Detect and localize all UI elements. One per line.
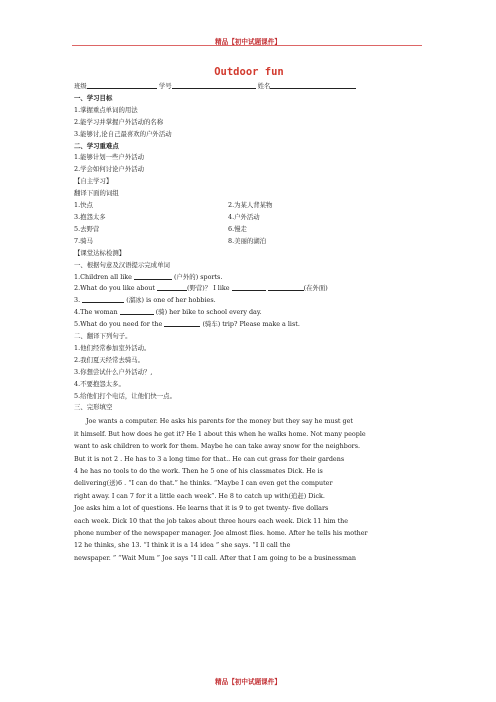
fill-question-1 xyxy=(74,272,424,284)
keypoint-item: 2.学会如何讨论户外活动 xyxy=(74,165,145,174)
fill-question-3 xyxy=(74,295,424,307)
header-rule xyxy=(72,45,422,46)
phrase-row xyxy=(74,212,424,224)
question-text: (野营)？ I like xyxy=(187,284,230,293)
question-text: 5.What do you need for the xyxy=(74,320,163,329)
phrase-item: 4.户外活动 xyxy=(228,212,260,221)
goal-item: 1.掌握重点单词的用法 xyxy=(74,105,138,114)
phrase-item: 3.抱怨太多 xyxy=(74,212,106,221)
translate-sentence: 3.你想尝试什么户外活动？, xyxy=(74,367,153,376)
answer-blank[interactable] xyxy=(134,272,172,280)
header-banner-top: 精品【初中试题课件】 xyxy=(215,38,281,46)
fill-question-2 xyxy=(74,283,424,295)
translate-sentence: 2.我们夏天经常去骑马。 xyxy=(74,355,145,364)
fill-question-5 xyxy=(74,319,424,331)
question-text: (在外面) xyxy=(303,284,328,293)
passage-line: right away. I can 7 for it a little each week”. He 8 to catch up with(追赶) Dick. xyxy=(74,491,325,500)
answer-blank[interactable] xyxy=(232,283,266,291)
passage-line: But it is not 2 . He has to 3 a long time for that.. He can cut grass for their gardens xyxy=(74,454,345,463)
passage-line: 4 he has no tools to do the work. Then he 5 one of his classmates Dick. He is xyxy=(74,467,323,475)
translate-sentence: 4.不要抱怨太多。 xyxy=(74,379,125,388)
translate-sentence: 1.他们经常参加室外活动。 xyxy=(74,343,151,352)
translate-heading: 翻译下面的词组 xyxy=(74,189,119,198)
passage-line: Joe wants a computer. He asks his parents for the money but they say he must get xyxy=(86,417,353,426)
passage-line: want to ask children to work for them. Maybe he can take away snow for the neighbors. xyxy=(74,442,361,451)
answer-blank[interactable] xyxy=(120,307,154,315)
phrase-row xyxy=(74,200,424,212)
phrase-row xyxy=(74,236,424,248)
cloze-passage xyxy=(74,415,424,564)
question-text: 3. xyxy=(74,296,81,305)
answer-blank[interactable] xyxy=(164,319,200,327)
passage-line: delivering(送)6 . “I can do that.” he thinks. “Maybe I can even get the computer xyxy=(74,479,333,488)
classroom-check-heading: 【课堂达标检测】 xyxy=(74,248,126,257)
passage-line: phone number of the newspaper manager. Joe almost flies. home. After he tells his mother xyxy=(74,529,368,538)
answer-blank[interactable] xyxy=(268,283,304,291)
question-text: 1.Children all like xyxy=(74,272,132,281)
class-field[interactable] xyxy=(87,81,157,89)
page-title: Outdoor fun xyxy=(214,66,284,78)
passage-line: 12 he thinks, she 13. “I think it is a 14 idea ” she says. “I ll call the xyxy=(74,541,291,550)
student-info-row xyxy=(74,81,424,93)
phrase-row xyxy=(74,224,424,236)
footer-banner: 精品【初中试题课件】 xyxy=(215,678,281,686)
goal-item: 2.能学习并掌握户外活动的名称 xyxy=(74,117,164,126)
question-text: (骑) her bike to school every day. xyxy=(155,308,262,317)
name-field[interactable] xyxy=(270,81,356,89)
part1-heading: 一、根据句意及汉语提示完成单词 xyxy=(74,260,170,269)
number-label: 学号 xyxy=(158,82,172,90)
phrase-item: 8.美丽的湖泊 xyxy=(228,236,267,245)
phrase-item: 1.快点 xyxy=(74,201,93,210)
passage-line: it himself. But how does he get it? He 1 about this when he walks home. Not many people xyxy=(74,429,366,438)
passage-line: newspaper. ” “Wait Mum ” Joe says “I ll call. After that I am going to be a businessman xyxy=(74,553,357,562)
number-field[interactable] xyxy=(172,81,256,89)
question-text: (溜冰) is one of her hobbies. xyxy=(126,296,216,305)
worksheet xyxy=(74,66,424,564)
keypoint-item: 1.能够计划一些户外活动 xyxy=(74,153,145,162)
phrase-item: 5.去野营 xyxy=(74,224,100,233)
translate-sentence: 5.给他们打个电话，让他们快一点。 xyxy=(74,391,176,400)
passage-line: Joe asks him a lot of questions. He learns that it is 9 to get twenty- five dollars xyxy=(74,504,329,513)
fill-question-4 xyxy=(74,307,424,319)
section-heading-goals: 一、学习目标 xyxy=(74,93,113,102)
answer-blank[interactable] xyxy=(157,283,187,291)
section-heading-keypoints: 二、学习重难点 xyxy=(74,141,119,150)
question-text: 2.What do you like about xyxy=(74,284,155,293)
class-label: 班级 xyxy=(74,82,87,90)
self-study-heading: 【自主学习】 xyxy=(74,177,113,186)
question-text: 4.The woman xyxy=(74,308,118,317)
name-label: 姓名 xyxy=(257,82,271,90)
phrase-item: 2.为某人背某物 xyxy=(228,201,273,210)
phrase-item: 6.慢走 xyxy=(228,224,247,233)
part3-heading: 三、完形填空 xyxy=(74,403,113,412)
phrase-item: 7.骑马 xyxy=(74,236,93,245)
answer-blank[interactable] xyxy=(82,295,124,303)
passage-line: each week. Dick 10 that the job takes about three hours each week. Dick 11 him the xyxy=(74,516,349,525)
question-text: (户外的) sports. xyxy=(174,272,223,281)
goal-item: 3.能够讨,论自己最喜欢的户外活动 xyxy=(74,129,172,138)
question-text: (骑车) trip? Please make a list. xyxy=(202,320,300,329)
part2-heading: 二、翻译下列句子。 xyxy=(74,332,132,341)
